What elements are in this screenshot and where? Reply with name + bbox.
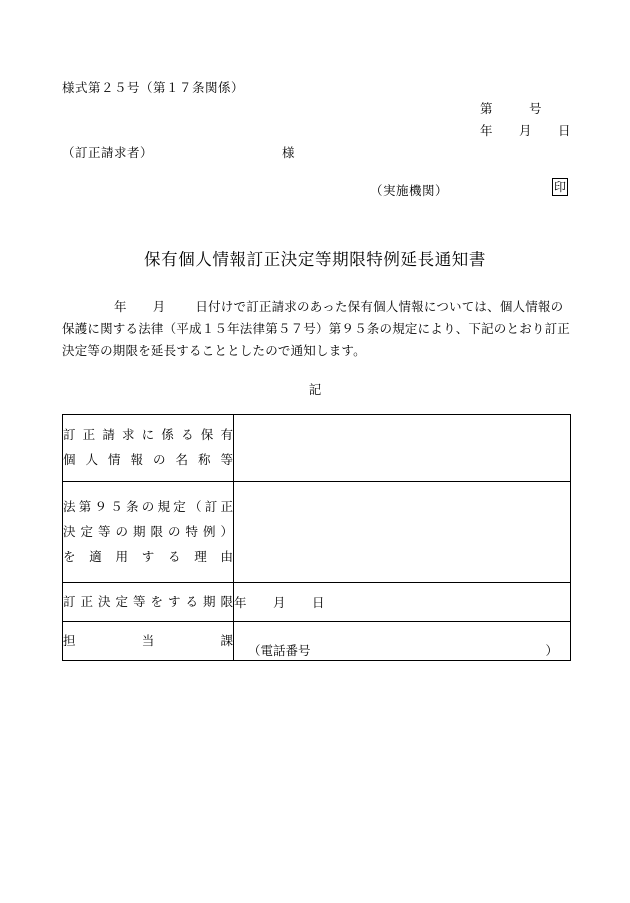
row-label-decision-deadline xyxy=(63,583,234,622)
page-title: 保有個人情報訂正決定等期限特例延長通知書 xyxy=(144,250,486,269)
requester-honorific: 様 xyxy=(282,146,296,160)
row-label-line: 訂正請求に係る保有 xyxy=(63,428,233,442)
document-number-suffix: 号 xyxy=(529,102,543,116)
document-number-row xyxy=(480,99,542,117)
body-year-label: 年 xyxy=(114,300,127,314)
row-label-reason xyxy=(63,482,234,583)
row-value-decision-deadline[interactable] xyxy=(234,583,571,622)
table-row xyxy=(63,583,571,622)
requester-label: （訂正請求者） xyxy=(62,146,154,160)
row-label-target-information xyxy=(63,415,234,482)
table-row xyxy=(63,482,571,583)
issue-year-label: 年 xyxy=(480,124,494,138)
row-label-line: 訂正決定等をする期限 xyxy=(63,594,233,609)
form-number: 様式第２５号（第１７条関係） xyxy=(62,81,245,95)
row-label-line: を適用する理由 xyxy=(63,549,233,564)
phone-number-close-paren: ） xyxy=(545,644,558,658)
body-month-label: 月 xyxy=(152,300,166,314)
agency-label: （実施機関） xyxy=(370,184,449,198)
row-label-line: 決定等の期限の特例） xyxy=(63,524,233,539)
row-label-department xyxy=(63,622,234,661)
table-row xyxy=(63,622,571,661)
row-label-line: 個人情報の名称等 xyxy=(63,453,233,467)
row-value-department[interactable] xyxy=(234,622,571,661)
body-paragraph xyxy=(62,296,570,362)
ki-mark: 記 xyxy=(308,383,322,397)
body-text-line-1: 日付けで訂正請求のあった保有個人情報については、個人情報の保護に xyxy=(62,300,564,336)
issue-date-row xyxy=(480,121,571,139)
deadline-day-label: 日 xyxy=(312,596,326,610)
notification-table xyxy=(62,414,571,661)
seal-stamp-box: 印 xyxy=(553,180,566,194)
deadline-year-label: 年 xyxy=(234,596,248,610)
body-text-line-3: を延長することとしたので通知します。 xyxy=(138,344,366,358)
row-value-reason[interactable] xyxy=(234,482,571,583)
row-label-line: 担当課 xyxy=(63,633,233,648)
phone-number-label: （電話番号 xyxy=(248,644,311,658)
deadline-month-label: 月 xyxy=(273,596,287,610)
document-number-label: 第 xyxy=(480,102,494,116)
issue-month-label: 月 xyxy=(519,124,533,138)
row-label-line: 法第９５条の規定（訂正 xyxy=(63,499,233,514)
issue-day-label: 日 xyxy=(558,124,572,138)
body-text-line-2: 関する法律（平成１５年法律第５７号）第９５条の規定により、下記のとおり訂正決定等の期限 xyxy=(62,322,571,358)
row-value-target-information[interactable] xyxy=(234,415,571,482)
table-row xyxy=(63,415,571,482)
